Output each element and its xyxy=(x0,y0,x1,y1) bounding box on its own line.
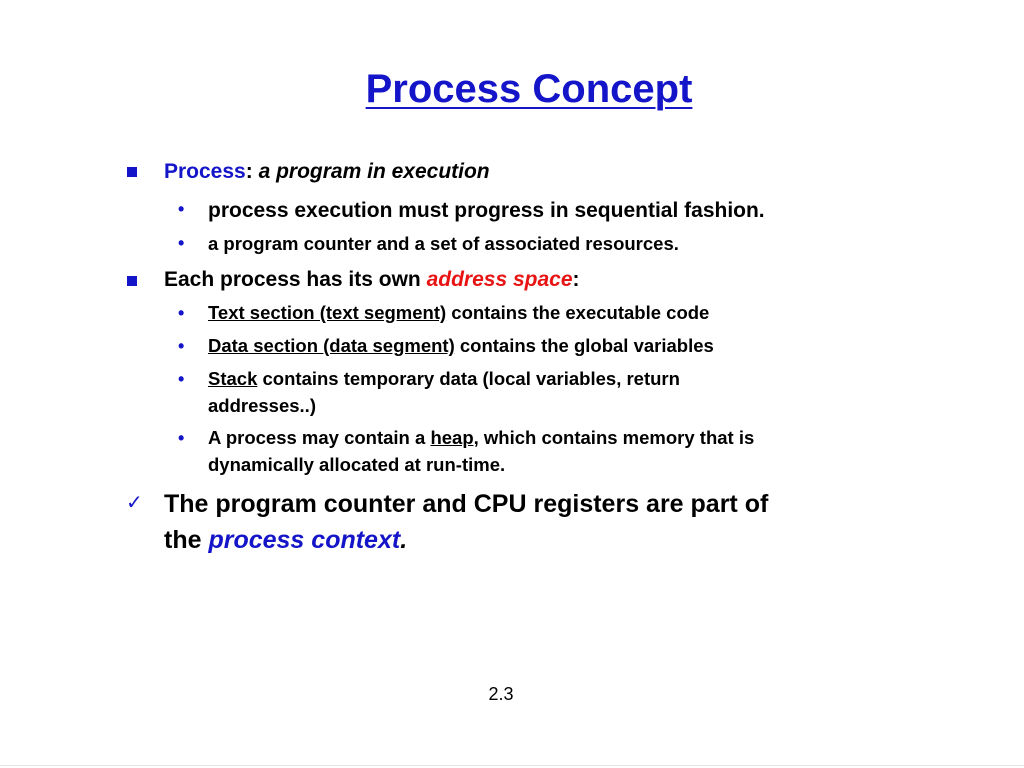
sub-bullet-data-section xyxy=(208,335,714,357)
heap-desc: which contains memory that is xyxy=(478,427,755,448)
square-bullet-icon xyxy=(127,167,137,177)
dot-bullet-icon: • xyxy=(178,199,185,219)
sub-bullet-resources: a program counter and a set of associated resources. xyxy=(208,233,679,254)
sub-bullet-stack xyxy=(208,368,680,390)
dot-bullet-icon: • xyxy=(178,303,185,323)
sub-bullet-heap xyxy=(208,427,754,449)
bullet-process-definition xyxy=(164,159,490,184)
checkmark-icon: ✓ xyxy=(126,490,143,514)
process-definition: a program in execution xyxy=(258,160,490,183)
dot-bullet-icon: • xyxy=(178,369,185,389)
bullet-process-context xyxy=(164,486,884,558)
dot-bullet-icon: • xyxy=(178,233,185,253)
stack-term: Stack xyxy=(208,368,258,389)
process-term: Process xyxy=(164,160,246,183)
dot-bullet-icon: • xyxy=(178,428,185,448)
address-space-colon: : xyxy=(572,268,580,291)
heap-prefix: A process may contain a xyxy=(208,427,431,448)
dot-bullet-icon: • xyxy=(178,336,185,356)
data-section-term: Data section (data segment) xyxy=(208,335,455,356)
sub-bullet-sequential: process execution must progress in sequential fashion. xyxy=(208,199,765,222)
stack-desc: contains temporary data (local variables, return xyxy=(257,368,680,389)
text-section-term: Text section (text segment) xyxy=(208,302,447,323)
sub-bullet-text-section xyxy=(208,302,709,324)
text-section-desc: contains the executable code xyxy=(446,302,710,323)
process-context-line1: The program counter and CPU registers are part of xyxy=(164,490,769,518)
heap-term: heap, xyxy=(430,427,479,448)
process-context-highlight: process context xyxy=(208,526,401,554)
data-section-desc: contains the global variables xyxy=(454,335,714,356)
process-context-period: . xyxy=(400,526,408,554)
page-number: 2.3 xyxy=(488,684,514,704)
slide-title: Process Concept xyxy=(365,67,693,111)
square-bullet-icon xyxy=(127,276,137,286)
bullet-address-space xyxy=(164,267,580,292)
address-space-intro: Each process has its own xyxy=(164,268,427,291)
address-space-highlight: address space xyxy=(426,268,573,291)
process-context-prefix: the xyxy=(164,526,209,554)
process-context-line2 xyxy=(164,522,884,558)
process-colon: : xyxy=(245,160,253,183)
stack-desc-continued: addresses..) xyxy=(208,395,316,416)
bottom-divider xyxy=(0,765,1024,766)
heap-desc-continued: dynamically allocated at run-time. xyxy=(208,454,506,475)
